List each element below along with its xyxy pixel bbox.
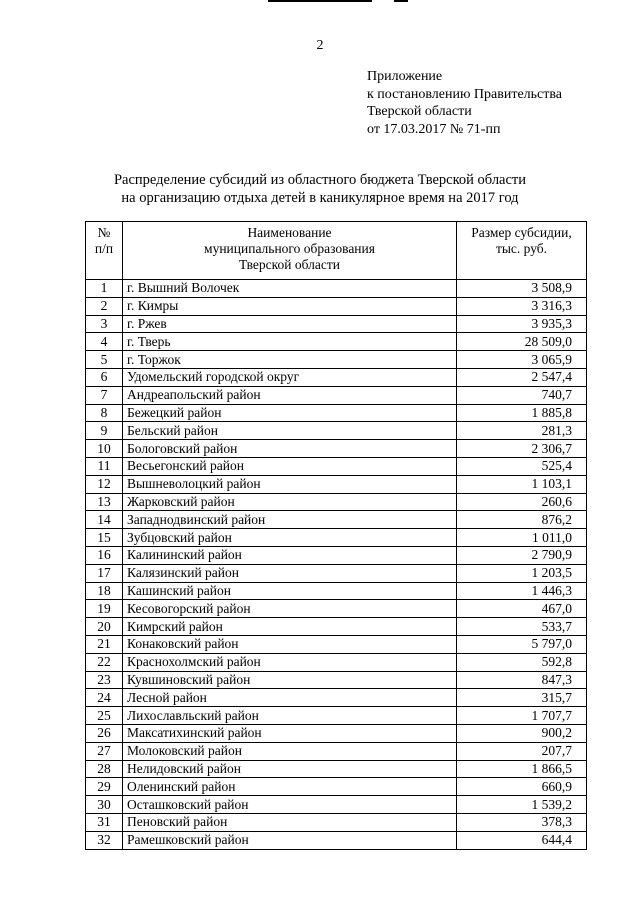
row-subsidy-value: 3 065,9 xyxy=(457,351,587,369)
row-number: 17 xyxy=(86,564,123,582)
row-subsidy-value: 2 547,4 xyxy=(457,368,587,386)
table-row xyxy=(86,635,587,653)
table-row xyxy=(86,653,587,671)
table-row xyxy=(86,457,587,475)
document-title xyxy=(0,171,640,207)
row-subsidy-value: 3 935,3 xyxy=(457,315,587,333)
row-number: 7 xyxy=(86,386,123,404)
row-subsidy-value: 1 011,0 xyxy=(457,529,587,547)
row-subsidy-value: 1 885,8 xyxy=(457,404,587,422)
appendix-block xyxy=(367,68,562,138)
table-row xyxy=(86,742,587,760)
row-municipality: Максатихинский район xyxy=(123,724,457,742)
table-row xyxy=(86,707,587,725)
table-row xyxy=(86,297,587,315)
table-row xyxy=(86,511,587,529)
table-row xyxy=(86,315,587,333)
appendix-line: Приложение xyxy=(367,69,443,84)
header-text: Размер субсидии, xyxy=(471,225,572,240)
appendix-line: Тверской области xyxy=(367,104,472,119)
table-row xyxy=(86,493,587,511)
table-row xyxy=(86,386,587,404)
row-subsidy-value: 207,7 xyxy=(457,742,587,760)
row-subsidy-value: 3 508,9 xyxy=(457,280,587,298)
row-subsidy-value: 2 306,7 xyxy=(457,440,587,458)
row-number: 11 xyxy=(86,457,123,475)
row-subsidy-value: 900,2 xyxy=(457,724,587,742)
table-row xyxy=(86,796,587,814)
row-number: 31 xyxy=(86,813,123,831)
table-row xyxy=(86,813,587,831)
row-number: 3 xyxy=(86,315,123,333)
row-municipality: Конаковский район xyxy=(123,635,457,653)
table-row xyxy=(86,333,587,351)
table-row xyxy=(86,582,587,600)
row-number: 5 xyxy=(86,351,123,369)
row-subsidy-value: 533,7 xyxy=(457,618,587,636)
appendix-date-line: от 17.03.2017 № 71-пп xyxy=(367,121,501,137)
row-number: 32 xyxy=(86,831,123,849)
row-subsidy-value: 260,6 xyxy=(457,493,587,511)
row-municipality: Краснохолмский район xyxy=(123,653,457,671)
row-subsidy-value: 467,0 xyxy=(457,600,587,618)
row-municipality: Оленинский район xyxy=(123,778,457,796)
row-number: 13 xyxy=(86,493,123,511)
table-row xyxy=(86,618,587,636)
row-number: 6 xyxy=(86,368,123,386)
page-number: 2 xyxy=(316,38,324,53)
row-subsidy-value: 660,9 xyxy=(457,778,587,796)
table-row xyxy=(86,529,587,547)
row-municipality: Кашинский район xyxy=(123,582,457,600)
row-number: 23 xyxy=(86,671,123,689)
row-municipality: Рамешковский район xyxy=(123,831,457,849)
title-line: на организацию отдыха детей в каникулярное время на 2017 год xyxy=(121,190,519,206)
appendix-line: к постановлению Правительства xyxy=(367,86,563,102)
header-text: Тверской области xyxy=(239,257,340,272)
row-number: 8 xyxy=(86,404,123,422)
row-municipality: Кувшиновский район xyxy=(123,671,457,689)
table-row xyxy=(86,422,587,440)
row-number: 15 xyxy=(86,529,123,547)
row-number: 16 xyxy=(86,546,123,564)
row-number: 21 xyxy=(86,635,123,653)
row-subsidy-value: 1 539,2 xyxy=(457,796,587,814)
row-municipality: Нелидовский район xyxy=(123,760,457,778)
table-row xyxy=(86,280,587,298)
row-municipality: Андреапольский район xyxy=(123,386,457,404)
row-number: 26 xyxy=(86,724,123,742)
table-row xyxy=(86,351,587,369)
row-subsidy-value: 1 103,1 xyxy=(457,475,587,493)
header-scan-artifact-small xyxy=(394,0,408,2)
row-municipality: Кесовогорский район xyxy=(123,600,457,618)
header-text: тыс. руб. xyxy=(495,241,548,256)
row-number: 2 xyxy=(86,297,123,315)
row-number: 28 xyxy=(86,760,123,778)
row-number: 24 xyxy=(86,689,123,707)
row-municipality: Молоковский район xyxy=(123,742,457,760)
table-row xyxy=(86,724,587,742)
row-subsidy-value: 1 707,7 xyxy=(457,707,587,725)
subsidy-table xyxy=(85,221,587,850)
row-subsidy-value: 1 866,5 xyxy=(457,760,587,778)
row-municipality: г. Ржев xyxy=(123,315,457,333)
row-number: 10 xyxy=(86,440,123,458)
row-subsidy-value: 644,4 xyxy=(457,831,587,849)
row-municipality: Жарковский район xyxy=(123,493,457,511)
table-row xyxy=(86,760,587,778)
row-municipality: Пеновский район xyxy=(123,813,457,831)
row-number: 25 xyxy=(86,707,123,725)
row-subsidy-value: 3 316,3 xyxy=(457,297,587,315)
table-row xyxy=(86,368,587,386)
row-municipality: Весьегонский район xyxy=(123,457,457,475)
row-municipality: Зубцовский район xyxy=(123,529,457,547)
table-row xyxy=(86,404,587,422)
row-municipality: Удомельский городской округ xyxy=(123,368,457,386)
row-number: 18 xyxy=(86,582,123,600)
row-subsidy-value: 592,8 xyxy=(457,653,587,671)
header-text: № xyxy=(97,225,111,240)
row-subsidy-value: 315,7 xyxy=(457,689,587,707)
row-municipality: Калининский район xyxy=(123,546,457,564)
row-municipality: Лихославльский район xyxy=(123,707,457,725)
row-municipality: г. Вышний Волочек xyxy=(123,280,457,298)
row-number: 1 xyxy=(86,280,123,298)
table-row xyxy=(86,778,587,796)
header-text: Наименование xyxy=(247,225,332,240)
title-line: Распределение субсидий из областного бюджета Тверской области xyxy=(113,172,527,188)
row-municipality: Бежецкий район xyxy=(123,404,457,422)
header-scan-artifact xyxy=(268,0,372,2)
row-subsidy-value: 1 446,3 xyxy=(457,582,587,600)
table-row xyxy=(86,671,587,689)
header-number xyxy=(86,222,123,280)
header-value xyxy=(457,222,587,280)
table-row xyxy=(86,440,587,458)
table-row xyxy=(86,600,587,618)
row-subsidy-value: 2 790,9 xyxy=(457,546,587,564)
row-number: 14 xyxy=(86,511,123,529)
row-number: 27 xyxy=(86,742,123,760)
row-municipality: Осташковский район xyxy=(123,796,457,814)
row-number: 9 xyxy=(86,422,123,440)
row-number: 20 xyxy=(86,618,123,636)
table-row xyxy=(86,564,587,582)
table-row xyxy=(86,475,587,493)
row-number: 19 xyxy=(86,600,123,618)
row-subsidy-value: 378,3 xyxy=(457,813,587,831)
row-municipality: г. Тверь xyxy=(123,333,457,351)
row-municipality: Западнодвинский район xyxy=(123,511,457,529)
row-municipality: Лесной район xyxy=(123,689,457,707)
row-number: 12 xyxy=(86,475,123,493)
row-subsidy-value: 525,4 xyxy=(457,457,587,475)
row-number: 29 xyxy=(86,778,123,796)
header-text: п/п xyxy=(94,241,114,256)
row-number: 4 xyxy=(86,333,123,351)
row-subsidy-value: 876,2 xyxy=(457,511,587,529)
row-subsidy-value: 5 797,0 xyxy=(457,635,587,653)
row-subsidy-value: 847,3 xyxy=(457,671,587,689)
row-subsidy-value: 281,3 xyxy=(457,422,587,440)
table-row xyxy=(86,689,587,707)
row-municipality: г. Торжок xyxy=(123,351,457,369)
row-number: 30 xyxy=(86,796,123,814)
row-municipality: Калязинский район xyxy=(123,564,457,582)
row-subsidy-value: 1 203,5 xyxy=(457,564,587,582)
row-municipality: г. Кимры xyxy=(123,297,457,315)
row-subsidy-value: 740,7 xyxy=(457,386,587,404)
table-row xyxy=(86,831,587,849)
table-row xyxy=(86,546,587,564)
table-header-row xyxy=(86,222,587,280)
header-name xyxy=(123,222,457,280)
row-municipality: Кимрский район xyxy=(123,618,457,636)
row-subsidy-value: 28 509,0 xyxy=(457,333,587,351)
row-number: 22 xyxy=(86,653,123,671)
row-municipality: Бологовский район xyxy=(123,440,457,458)
row-municipality: Вышневолоцкий район xyxy=(123,475,457,493)
row-municipality: Бельский район xyxy=(123,422,457,440)
header-text: муниципального образования xyxy=(204,241,375,256)
